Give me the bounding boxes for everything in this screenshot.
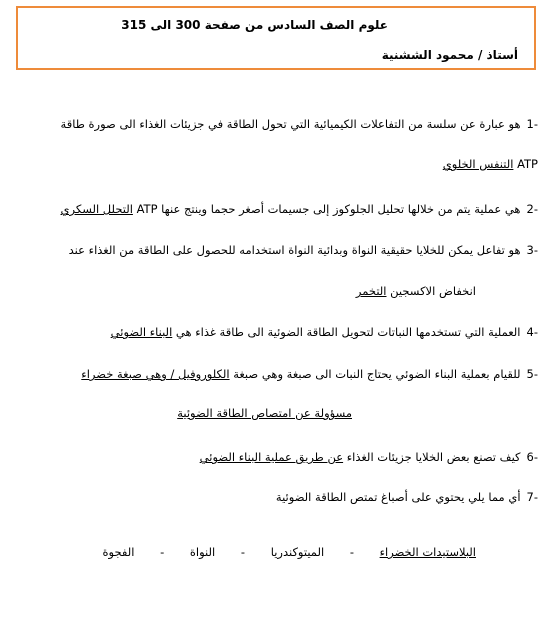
answer: عن طريق عملية البناء الضوئي [199, 450, 344, 464]
question-4 [111, 325, 538, 339]
question-text: هي عملية يتم من خلالها تحليل الجلوكوز إلى جسيمات أصغر حجما وينتج عنها ATP [136, 202, 521, 216]
question-text: هو عبارة عن سلسة من التفاعلات الكيميائية التي تحول الطاقة في جزيئات الغذاء الى صورة طاقة [60, 117, 521, 131]
question-number: -1 [526, 117, 538, 131]
question-number: -3 [526, 243, 538, 257]
option-separator: - [349, 545, 354, 559]
question-text: للقيام بعملية البناء الضوئي يحتاج النبات الى صبغة وهي صبغة [233, 367, 521, 381]
question-number: -7 [526, 490, 538, 504]
question-1-answer-line [443, 157, 538, 171]
question-text: العملية التي تستخدمها النباتات لتحويل الطاقة الضوئية الى طاقة غذاء هي [175, 325, 521, 339]
question-text: كيف تصنع بعض الخلايا جزيئات الغذاء [346, 450, 521, 464]
answer-continued: مسؤولة عن امتصاص الطاقة الضوئية [177, 406, 352, 420]
question-text: هو تفاعل يمكن للخلايا حقيقية النواة وبدائية النواة استخدامه للحصول على الطاقة من الغذاء عند [68, 243, 521, 257]
question-text-continued: انخفاض الاكسجين [390, 284, 476, 298]
question-number: -6 [526, 450, 538, 464]
question-3 [69, 243, 538, 257]
header-box [16, 6, 536, 70]
question-number: -2 [526, 202, 538, 216]
question-1 [61, 117, 538, 131]
question-6 [200, 450, 538, 464]
worksheet-title: علوم الصف السادس من صفحة 300 الى 315 [121, 18, 388, 32]
option-2: الميتوكندريا [270, 545, 325, 559]
question-5 [81, 367, 538, 381]
question-7 [276, 490, 538, 504]
answer: التنفس الخلوي [442, 157, 514, 171]
question-number: -5 [526, 367, 538, 381]
teacher-name: أستاذ / محمود الششنية [381, 48, 518, 62]
question-text: أي مما يلي يحتوي على أصباغ تمتص الطاقة الضوئية [275, 490, 521, 504]
question-number: -4 [526, 325, 538, 339]
answer: التحلل السكري [60, 202, 133, 216]
question-3-continuation [356, 284, 476, 298]
answer-prefix: ATP [517, 157, 538, 171]
answer: التخمر [355, 284, 387, 298]
option-separator: - [160, 545, 165, 559]
answer: الكلوروفيل / وهي صبغة خضراء [81, 367, 230, 381]
question-7-options [103, 545, 477, 559]
option-1: البلاستيدات الخضراء [379, 545, 476, 559]
question-2 [61, 202, 539, 216]
answer: البناء الضوئي [110, 325, 173, 339]
question-5-continuation [177, 406, 352, 420]
option-4: الفجوة [102, 545, 135, 559]
option-3: النواة [189, 545, 216, 559]
option-separator: - [240, 545, 246, 559]
